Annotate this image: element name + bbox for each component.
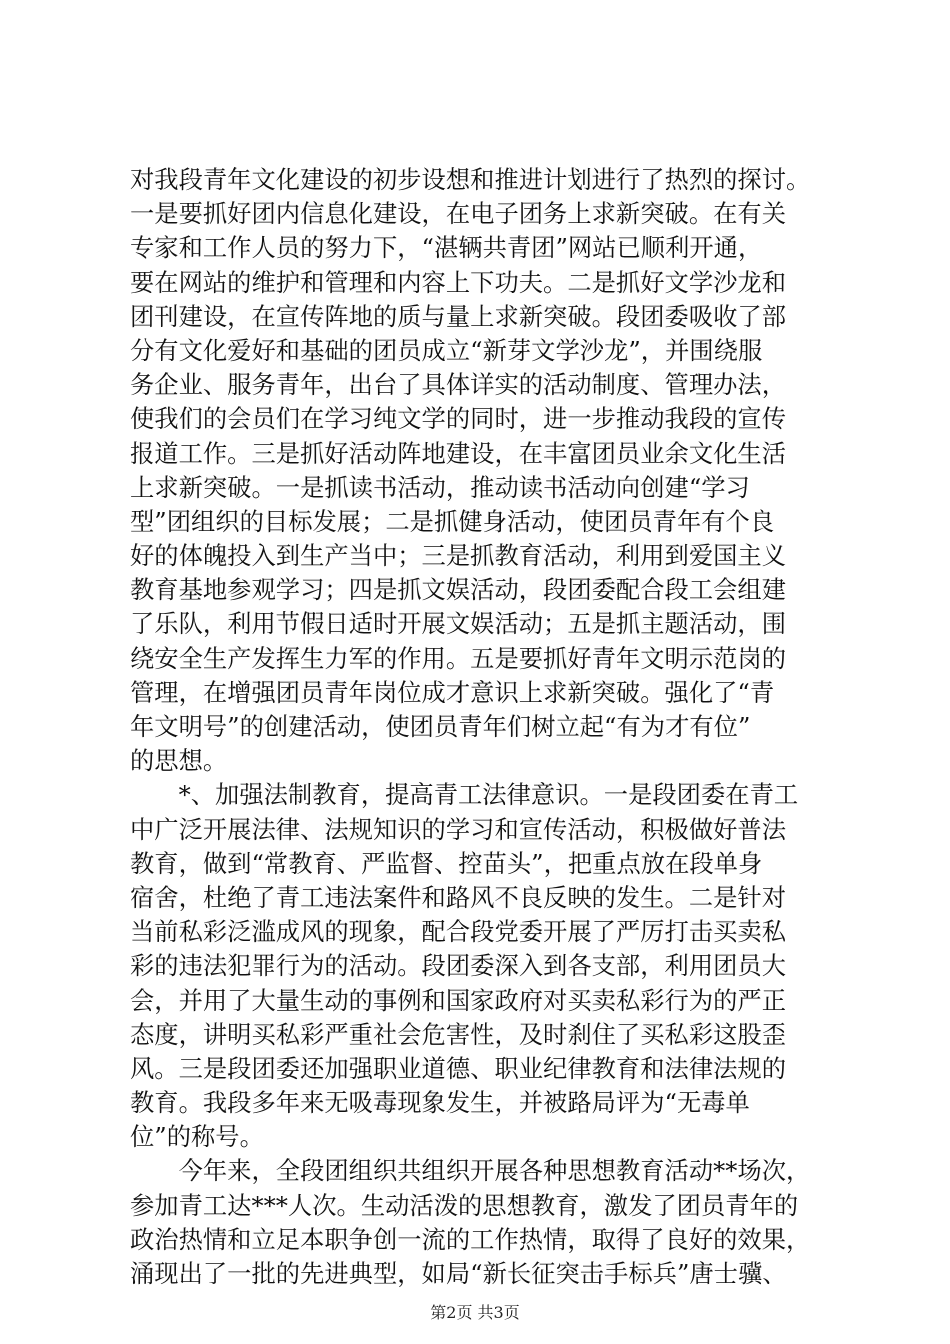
- text-line: 使我们的会员们在学习纯文学的同时，进一步推动我段的宣传: [130, 404, 787, 434]
- text-line: 好的体魄投入到生产当中；三是抓教育活动，利用到爱国主义: [130, 541, 787, 571]
- text-line: 涌现出了一批的先进典型，如局“新长征突击手标兵”唐士骥、: [130, 1259, 787, 1288]
- text-line: *、加强法制教育，提高青工法律意识。一是段团委在青工: [130, 780, 799, 810]
- text-line: 团刊建设，在宣传阵地的质与量上求新突破。段团委吸收了部: [130, 301, 787, 331]
- text-line: 教育，做到“常教育、严监督、控苗头”，把重点放在段单身: [130, 848, 763, 878]
- text-line: 分有文化爱好和基础的团员成立“新芽文学沙龙”，并围绕服: [130, 335, 763, 365]
- text-line: 会，并用了大量生动的事例和国家政府对买卖私彩行为的严正: [130, 985, 787, 1015]
- text-line: 的思想。: [130, 746, 228, 776]
- text-line: 专家和工作人员的努力下，“湛辆共青团”网站已顺利开通，: [130, 233, 763, 263]
- text-line: 一是要抓好团内信息化建设，在电子团务上求新突破。在有关: [130, 199, 787, 229]
- text-line: 宿舍，杜绝了青工违法案件和路风不良反映的发生。二是针对: [130, 882, 787, 912]
- text-line: 务企业、服务青年，出台了具体详实的活动制度、管理办法，: [130, 370, 787, 400]
- text-line: 绕安全生产发挥生力军的作用。五是要抓好青年文明示范岗的: [130, 643, 787, 673]
- text-line: 了乐队，利用节假日适时开展文娱活动；五是抓主题活动，围: [130, 609, 787, 639]
- text-line: 政治热情和立足本职争创一流的工作热情，取得了良好的效果，: [130, 1224, 811, 1254]
- text-line: 管理，在增强团员青年岗位成才意识上求新突破。强化了“青: [130, 677, 775, 707]
- page-footer: 第2页 共3页: [430, 1303, 520, 1322]
- text-line: 风。三是段团委还加强职业道德、职业纪律教育和法律法规的: [130, 1053, 787, 1083]
- text-line: 年文明号”的创建活动，使团员青年们树立起“有为才有位”: [130, 712, 751, 741]
- text-line: 报道工作。三是抓好活动阵地建设，在丰富团员业余文化生活: [130, 438, 787, 468]
- body-text: [130, 163, 860, 1291]
- text-line: 型”团组织的目标发展；二是抓健身活动，使团员青年有个良: [130, 506, 775, 536]
- text-line: 彩的违法犯罪行为的活动。段团委深入到各支部，利用团员大: [130, 951, 787, 981]
- text-line: 要在网站的维护和管理和内容上下功夫。二是抓好文学沙龙和: [130, 267, 787, 297]
- text-line: 今年来，全段团组织共组织开展各种思想教育活动**场次，: [130, 1156, 811, 1186]
- text-line: 位”的称号。: [130, 1122, 264, 1152]
- text-line: 对我段青年文化建设的初步设想和推进计划进行了热烈的探讨。: [130, 165, 811, 194]
- text-line: 上求新突破。一是抓读书活动，推动读书活动向创建“学习: [130, 472, 750, 502]
- text-line: 教育基地参观学习；四是抓文娱活动，段团委配合段工会组建: [130, 575, 787, 605]
- text-line: 态度，讲明买私彩严重社会危害性，及时刹住了买私彩这股歪: [130, 1019, 787, 1049]
- text-line: 中广泛开展法律、法规知识的学习和宣传活动，积极做好普法: [130, 814, 787, 844]
- text-line: 当前私彩泛滥成风的现象，配合段党委开展了严厉打击买卖私: [130, 917, 787, 947]
- text-line: 教育。我段多年来无吸毒现象发生，并被路局评为“无毒单: [130, 1088, 750, 1118]
- text-line: 参加青工达***人次。生动活泼的思想教育，激发了团员青年的: [130, 1190, 799, 1220]
